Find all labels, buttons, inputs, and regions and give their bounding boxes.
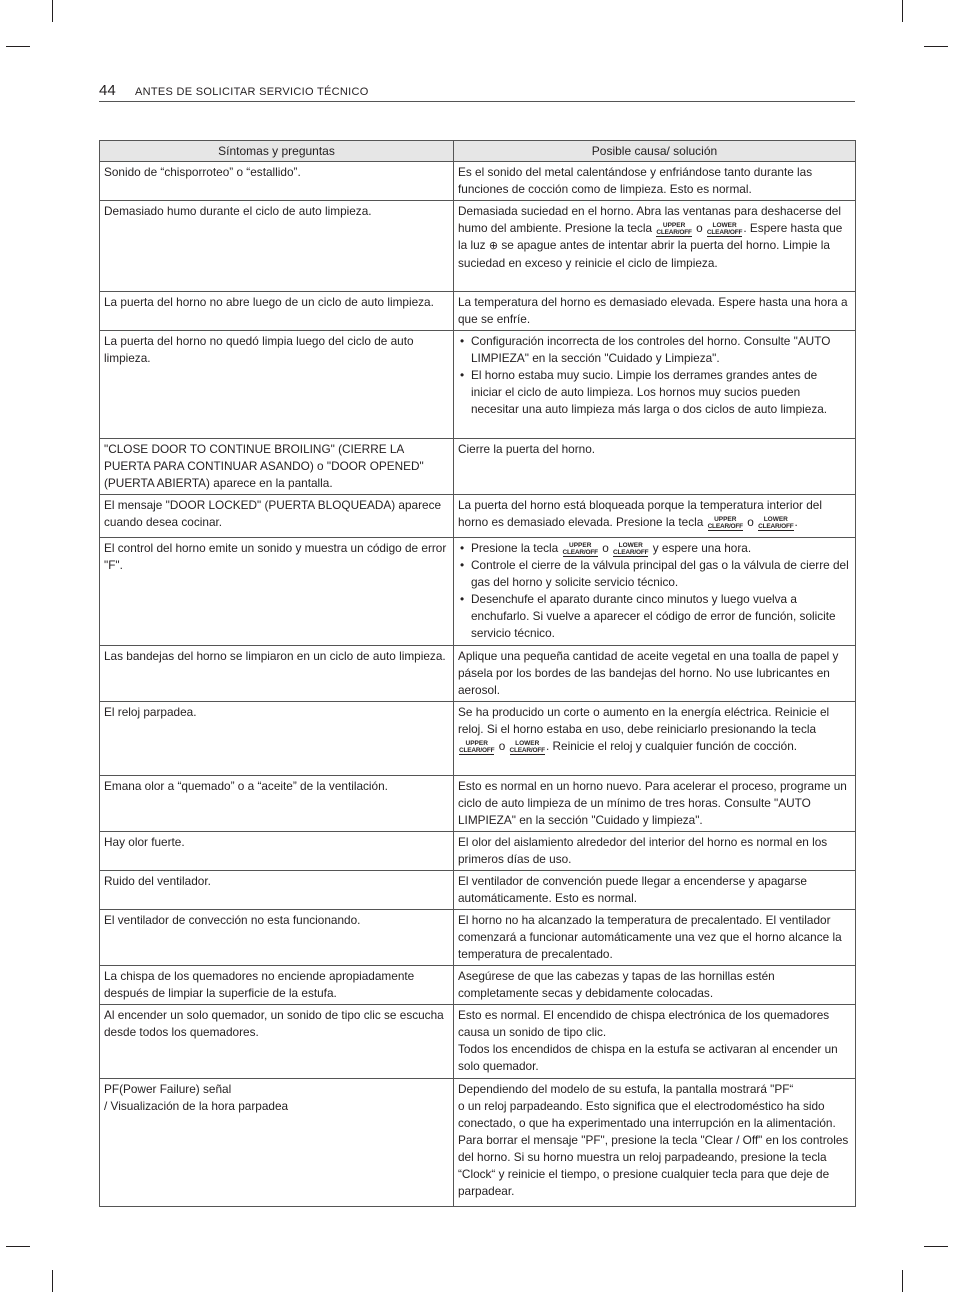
symptom-cell: El control del horno emite un sonido y muestra un código de error "F".: [100, 538, 454, 646]
symptom-cell: El mensaje "DOOR LOCKED" (PUERTA BLOQUEADA) aparece cuando desea cocinar.: [100, 495, 454, 538]
crop-mark: [6, 1246, 30, 1247]
table-row: [100, 538, 856, 646]
table-row: [100, 201, 856, 292]
crop-mark: [52, 0, 53, 22]
upper-clear-off-key-icon: UPPER CLEAR/OFF: [656, 222, 692, 236]
table-row: [100, 1079, 856, 1207]
bullet-item: • El horno estaba muy sucio. Limpie los derrames grandes antes de iniciar el ciclo de auto limpieza. Los hornos muy sucios pueden necesitar una auto limpieza más larga o dos ciclos de auto limpieza.: [458, 367, 851, 418]
symptom-cell: La puerta del horno no quedó limpia luego del ciclo de auto limpieza.: [100, 331, 454, 439]
symptom-cell: El reloj parpadea.: [100, 702, 454, 776]
solution-text: Se ha producido un corte o aumento en la energía eléctrica. Reinicie el reloj. Si el horno estaba en uso, debe reiniciarlo presionando la tecla: [458, 705, 830, 736]
column-header-symptoms: Síntomas y preguntas: [100, 141, 454, 162]
solution-cell: Aplique una pequeña cantidad de aceite vegetal en una toalla de papel y pásela por los bordes de las bandejas del horno. No use lubricantes en aerosol.: [454, 646, 856, 702]
solution-cell: [454, 702, 856, 776]
table-row: [100, 776, 856, 832]
symptom-cell: El ventilador de convección no esta funcionando.: [100, 910, 454, 966]
symptom-cell: [100, 1079, 454, 1207]
solution-paragraph: Esto es normal. El encendido de chispa electrónica de los quemadores causa un sonido de tipo clic.: [458, 1008, 830, 1039]
solution-paragraph: Todos los encendidos de chispa en la estufa se activaran al encender un solo quemador.: [458, 1042, 838, 1073]
solution-text: .: [794, 515, 798, 529]
table-row: [100, 702, 856, 776]
solution-text: o: [747, 515, 754, 529]
solution-cell: El ventilador de convención puede llegar a encenderse y apagarse automáticamente. Esto es normal.: [454, 871, 856, 910]
table-row: [100, 1005, 856, 1079]
solution-cell: Asegúrese de que las cabezas y tapas de las hornillas estén completamente secas y debidamente colocadas.: [454, 966, 856, 1005]
symptom-cell: Ruido del ventilador.: [100, 871, 454, 910]
solution-text: Demasiada suciedad en el horno. Abra las ventanas para deshacerse del humo del ambiente. Presione la tecla: [458, 204, 841, 235]
bullet-item: • Controle el cierre de la válvula principal del gas o la válvula de cierre del gas del horno y solicite servicio técnico.: [458, 557, 851, 591]
table-row: [100, 910, 856, 966]
table-row: [100, 331, 856, 439]
solution-cell: [454, 331, 856, 439]
symptom-cell: Emana olor a “quemado” o a “aceite” de la ventilación.: [100, 776, 454, 832]
solution-text: . Reinicie el reloj y cualquier función de cocción.: [545, 739, 798, 753]
column-header-solution: Posible causa/ solución: [454, 141, 856, 162]
bullet-item: • Desenchufe el aparato durante cinco minutos y luego vuelva a enchufarlo. Si vuelve a aparecer el código de error de función, solicite servicio técnico.: [458, 591, 851, 642]
symptom-cell: Al encender un solo quemador, un sonido de tipo clic se escucha desde todos los quemadores.: [100, 1005, 454, 1079]
upper-clear-off-key-icon: UPPER CLEAR/OFF: [562, 542, 598, 556]
solution-paragraph: o un reloj parpadeando. Esto significa que el electrodoméstico ha sido conectado, o que ha experimentado una interrupción en la alimentación. Para borrar el mensaje "PF", presione la tecla "Clear / Off" en los controles del horno. Si su horno muestra un reloj parpadeando, presione la tecla “Clock“ y reinicie el tiempo, o presione cualquier tecla para que deje de parpadear.: [458, 1099, 849, 1198]
crop-mark: [902, 1270, 903, 1292]
table-row: [100, 162, 856, 201]
symptom-cell: Demasiado humo durante el ciclo de auto limpieza.: [100, 201, 454, 292]
solution-text: se apague antes de intentar abrir la puerta del horno. Limpie la suciedad en exceso y reinicie el ciclo de limpieza.: [458, 238, 830, 270]
solution-cell: El olor del aislamiento alrededor del interior del horno es normal en los primeros días de uso.: [454, 832, 856, 871]
crop-mark: [924, 1246, 948, 1247]
symptom-cell: La chispa de los quemadores no enciende apropiadamente después de limpiar la superficie de la estufa.: [100, 966, 454, 1005]
solution-cell: [454, 538, 856, 646]
table-row: [100, 871, 856, 910]
solution-cell: La temperatura del horno es demasiado elevada. Espere hasta una hora a que se enfríe.: [454, 292, 856, 331]
solution-cell: [454, 1005, 856, 1079]
table-row: [100, 439, 856, 495]
table-row: [100, 495, 856, 538]
symptom-cell: "CLOSE DOOR TO CONTINUE BROILING" (CIERRE LA PUERTA PARA CONTINUAR ASANDO) o "DOOR OPENED" (PUERTA ABIERTA) aparece en la pantalla.: [100, 439, 454, 495]
solution-paragraph: Dependiendo del modelo de su estufa, la pantalla mostrará "PF“: [458, 1082, 794, 1096]
symptom-cell: Las bandejas del horno se limpiaron en un ciclo de auto limpieza.: [100, 646, 454, 702]
lower-clear-off-key-icon: LOWER CLEAR/OFF: [706, 222, 743, 236]
page-number: 44: [99, 82, 116, 99]
solution-text: La puerta del horno está bloqueada porque la temperatura interior del horno es demasiado elevada. Presione la tecla: [458, 498, 822, 529]
solution-text: o: [696, 221, 703, 235]
crop-mark: [6, 46, 30, 47]
table-row: [100, 292, 856, 331]
solution-cell: [454, 201, 856, 292]
bullet-item: • Presione la tecla UPPER CLEAR/OFF o LOWER CLEAR/OFF y espere una hora.: [458, 540, 851, 557]
symptom-cell: Sonido de “chisporroteo” o “estallido”.: [100, 162, 454, 201]
page-header: [99, 82, 855, 102]
lower-clear-off-key-icon: LOWER CLEAR/OFF: [509, 740, 545, 754]
symptom-line: / Visualización de la hora parpadea: [104, 1099, 289, 1113]
troubleshooting-table: [99, 140, 856, 1207]
table-header-row: [100, 141, 856, 162]
crop-mark: [924, 46, 948, 47]
symptom-cell: La puerta del horno no abre luego de un ciclo de auto limpieza.: [100, 292, 454, 331]
bullet-item: • Configuración incorrecta de los controles del horno. Consulte "AUTO LIMPIEZA" en la sección "Cuidado y Limpieza".: [458, 333, 851, 367]
upper-clear-off-key-icon: UPPER CLEAR/OFF: [459, 740, 495, 754]
solution-cell: El horno no ha alcanzado la temperatura de precalentado. El ventilador comenzará a funcionar automáticamente una vez que el horno alcance la temperatura de precalentado.: [454, 910, 856, 966]
solution-cell: Esto es normal en un horno nuevo. Para acelerar el proceso, programe un ciclo de auto limpieza de un mínimo de tres horas. Consulte "AUTO LIMPIEZA" en la sección "Cuidado y limpieza".: [454, 776, 856, 832]
lock-icon: ⊕: [488, 240, 499, 252]
solution-text: o: [498, 739, 506, 753]
solution-text: . Espere hasta que la luz: [458, 221, 843, 252]
crop-mark: [52, 1270, 53, 1292]
symptom-cell: Hay olor fuerte.: [100, 832, 454, 871]
solution-cell: [454, 495, 856, 538]
solution-cell: Es el sonido del metal calentándose y enfriándose tanto durante las funciones de cocción como de limpieza. Esto es normal.: [454, 162, 856, 201]
section-title: ANTES DE SOLICITAR SERVICIO TÉCNICO: [135, 86, 369, 98]
symptom-line: PF(Power Failure) señal: [104, 1082, 232, 1096]
upper-clear-off-key-icon: UPPER CLEAR/OFF: [707, 516, 743, 530]
solution-cell: [454, 1079, 856, 1207]
table-row: [100, 832, 856, 871]
table-row: [100, 646, 856, 702]
table-row: [100, 966, 856, 1005]
crop-mark: [902, 0, 903, 22]
solution-cell: Cierre la puerta del horno.: [454, 439, 856, 495]
lower-clear-off-key-icon: LOWER CLEAR/OFF: [758, 516, 794, 530]
lower-clear-off-key-icon: LOWER CLEAR/OFF: [613, 542, 649, 556]
